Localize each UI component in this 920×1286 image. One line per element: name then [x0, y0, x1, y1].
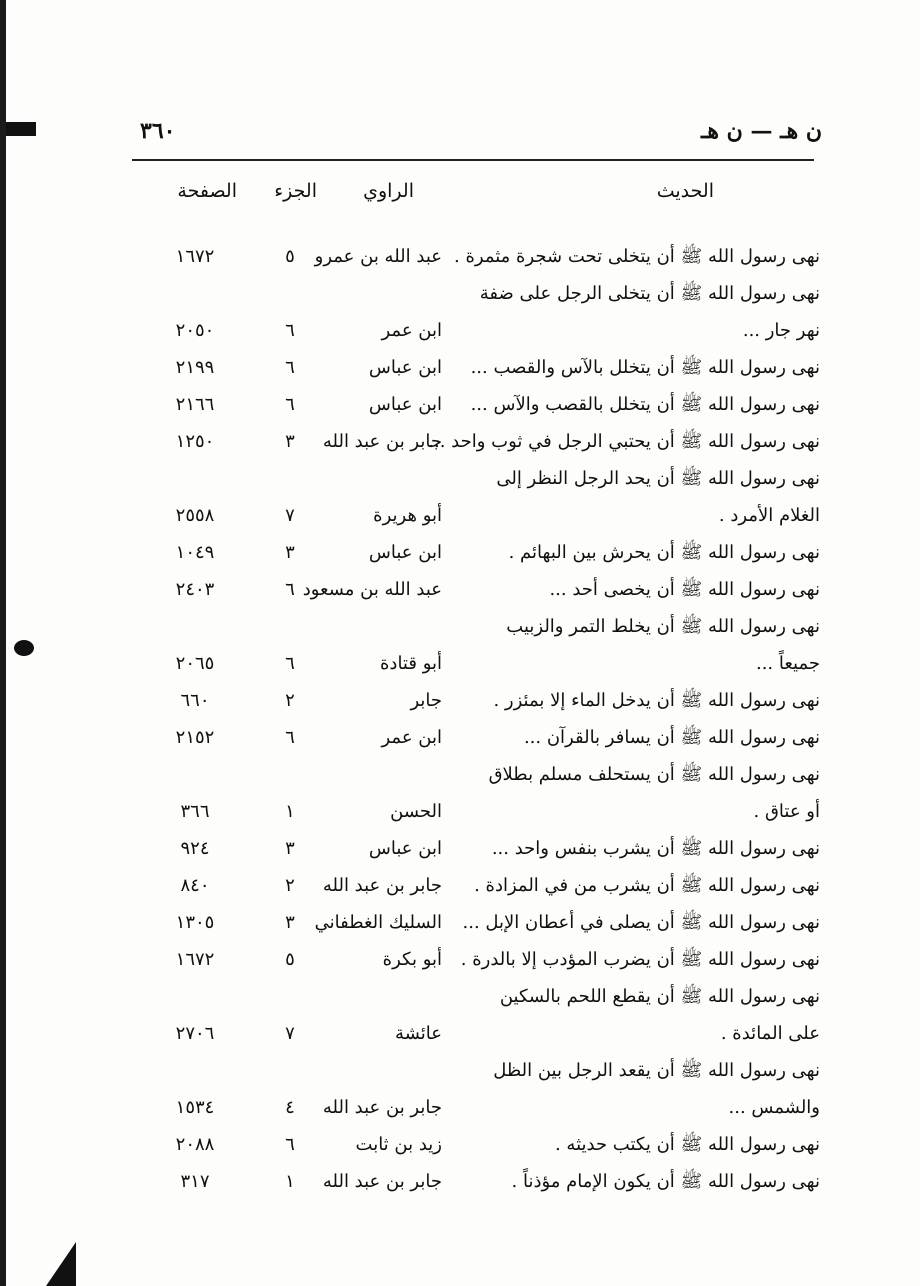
hadith-text: نهى رسول الله ﷺ أن يتخلل بالآس والقصب ... [470, 357, 820, 378]
hadith-text: نهى رسول الله ﷺ أن يشرب من في المزادة . [474, 875, 820, 896]
hadith-text: أو عتاق . [753, 801, 820, 822]
hadith-text: نهى رسول الله ﷺ أن يتخلى الرجل على ضفة [479, 283, 820, 304]
page-ref: ٦٦٠ [180, 690, 210, 711]
column-juz: الجزء [274, 180, 317, 202]
hadith-text: نهى رسول الله ﷺ أن يخلط التمر والزبيب [506, 616, 820, 637]
page-ref: ١٦٧٢ [175, 949, 215, 970]
hadith-text: نهى رسول الله ﷺ أن يكتب حديثه . [554, 1134, 820, 1155]
juz-number: ٦ [285, 394, 295, 415]
column-rawi: الراوي [363, 180, 414, 202]
hadith-text: نهى رسول الله ﷺ أن يحرش بين البهائم . [508, 542, 820, 563]
juz-number: ٦ [285, 1134, 295, 1155]
header-rule [132, 159, 814, 161]
juz-number: ٧ [285, 505, 295, 526]
page-ref: ٨٤٠ [180, 875, 210, 896]
page-header [140, 118, 822, 158]
rawi-name: الحسن [390, 801, 442, 822]
juz-number: ١ [285, 1171, 295, 1192]
hadith-text: نهى رسول الله ﷺ أن يشرب بنفس واحد ... [491, 838, 820, 859]
index-row [0, 423, 920, 460]
hadith-text: نهى رسول الله ﷺ أن يقعد الرجل بين الظل [493, 1060, 820, 1081]
page-ref: ٢١٦٦ [175, 394, 215, 415]
page-ref: ١٣٠٥ [175, 912, 215, 933]
hadith-text: نهى رسول الله ﷺ أن يحتبي الرجل في ثوب واحد ... [428, 431, 820, 452]
rawi-name: جابر بن عبد الله [322, 1097, 442, 1118]
juz-number: ٣ [285, 838, 295, 859]
page-number: ٣٦٠ [140, 118, 176, 144]
juz-number: ٥ [285, 949, 295, 970]
index-row [0, 534, 920, 571]
rawi-name: ابن عباس [368, 838, 442, 859]
page-ref: ٢٠٥٠ [175, 320, 215, 341]
rawi-name: ابن عباس [368, 394, 442, 415]
hadith-text: نهى رسول الله ﷺ أن يقطع اللحم بالسكين [499, 986, 820, 1007]
rawi-name: جابر بن عبد الله [322, 875, 442, 896]
hadith-text: جميعاً ... [755, 653, 820, 674]
hadith-text: نهى رسول الله ﷺ أن يصلى في أعطان الإبل ... [462, 912, 820, 933]
index-rows [0, 238, 920, 1200]
index-row [0, 608, 920, 645]
juz-number: ٦ [285, 579, 295, 600]
rawi-name: أبو هريرة [373, 505, 442, 526]
page-ref: ١٥٣٤ [175, 1097, 215, 1118]
index-row [0, 1052, 920, 1089]
page-ref: ٢٤٠٣ [175, 579, 215, 600]
index-row [0, 571, 920, 608]
juz-number: ٣ [285, 912, 295, 933]
hadith-text: نهر جار ... [742, 320, 820, 341]
juz-number: ٣ [285, 542, 295, 563]
rawi-name: زيد بن ثابت [355, 1134, 442, 1155]
rawi-name: عبد الله بن مسعود [302, 579, 442, 600]
rawi-name: ابن عمر [381, 727, 442, 748]
hadith-text: على المائدة . [720, 1023, 820, 1044]
page-ref: ٢٥٥٨ [175, 505, 215, 526]
index-row [0, 386, 920, 423]
hadith-text: والشمس ... [728, 1097, 820, 1118]
index-row [0, 1163, 920, 1200]
index-row [0, 312, 920, 349]
page-ref: ١٠٤٩ [175, 542, 215, 563]
juz-number: ٢ [285, 690, 295, 711]
hadith-text: نهى رسول الله ﷺ أن يخصى أحد ... [549, 579, 820, 600]
hadith-text: نهى رسول الله ﷺ أن يحد الرجل النظر إلى [496, 468, 820, 489]
index-row [0, 719, 920, 756]
rawi-name: السليك الغطفاني [314, 912, 442, 933]
hadith-text: الغلام الأمرد . [718, 505, 820, 526]
juz-number: ٤ [285, 1097, 295, 1118]
page-ref: ٣١٧ [180, 1171, 210, 1192]
rawi-name: عائشة [395, 1023, 442, 1044]
rawi-name: ابن عباس [368, 542, 442, 563]
index-row [0, 1126, 920, 1163]
edge-mark-top [6, 122, 36, 136]
column-headers [132, 180, 822, 220]
index-row [0, 830, 920, 867]
rawi-name: عبد الله بن عمرو [314, 246, 442, 267]
hadith-text: نهى رسول الله ﷺ أن يستحلف مسلم بطلاق [488, 764, 820, 785]
corner-shadow [46, 1242, 76, 1286]
juz-number: ١ [285, 801, 295, 822]
column-page: الصفحة [177, 180, 237, 202]
page-ref: ٢٧٠٦ [175, 1023, 215, 1044]
index-row [0, 275, 920, 312]
rawi-name: أبو بكرة [382, 949, 442, 970]
column-hadith: الحديث [656, 180, 714, 202]
rawi-name: جابر بن عبد الله [322, 1171, 442, 1192]
page-ref: ٢٠٦٥ [175, 653, 215, 674]
index-row [0, 460, 920, 497]
page-ref: ٢٠٨٨ [175, 1134, 215, 1155]
index-row [0, 904, 920, 941]
index-row [0, 349, 920, 386]
juz-number: ٦ [285, 320, 295, 341]
rawi-name: ابن عمر [381, 320, 442, 341]
hadith-text: نهى رسول الله ﷺ أن يتخلى تحت شجرة مثمرة . [454, 246, 820, 267]
page-ref: ١٦٧٢ [175, 246, 215, 267]
juz-number: ٢ [285, 875, 295, 896]
index-row [0, 867, 920, 904]
juz-number: ٦ [285, 357, 295, 378]
index-row [0, 793, 920, 830]
page-ref: ٢١٩٩ [175, 357, 215, 378]
index-row [0, 756, 920, 793]
index-row [0, 238, 920, 275]
juz-number: ٦ [285, 653, 295, 674]
juz-number: ٦ [285, 727, 295, 748]
index-row [0, 1089, 920, 1126]
index-row [0, 682, 920, 719]
page-ref: ١٢٥٠ [175, 431, 215, 452]
index-row [0, 978, 920, 1015]
rawi-name: أبو قتادة [380, 653, 442, 674]
index-row [0, 645, 920, 682]
juz-number: ٣ [285, 431, 295, 452]
juz-number: ٧ [285, 1023, 295, 1044]
hadith-text: نهى رسول الله ﷺ أن يضرب المؤدب إلا بالدرة . [460, 949, 820, 970]
page-ref: ٣٦٦ [180, 801, 210, 822]
rawi-name: ابن عباس [368, 357, 442, 378]
index-row [0, 941, 920, 978]
index-row [0, 1015, 920, 1052]
hadith-text: نهى رسول الله ﷺ أن يسافر بالقرآن ... [523, 727, 820, 748]
letter-range: ن هـ — ن هـ [700, 118, 822, 144]
hadith-text: نهى رسول الله ﷺ أن يتخلل بالقصب والآس ... [470, 394, 820, 415]
page-ref: ٢١٥٢ [175, 727, 215, 748]
rawi-name: جابر بن عبد الله [322, 431, 442, 452]
rawi-name: جابر [410, 690, 442, 711]
page-ref: ٩٢٤ [180, 838, 210, 859]
index-row [0, 497, 920, 534]
juz-number: ٥ [285, 246, 295, 267]
hadith-text: نهى رسول الله ﷺ أن يكون الإمام مؤذناً . [511, 1171, 820, 1192]
hadith-text: نهى رسول الله ﷺ أن يدخل الماء إلا بمئزر . [493, 690, 820, 711]
